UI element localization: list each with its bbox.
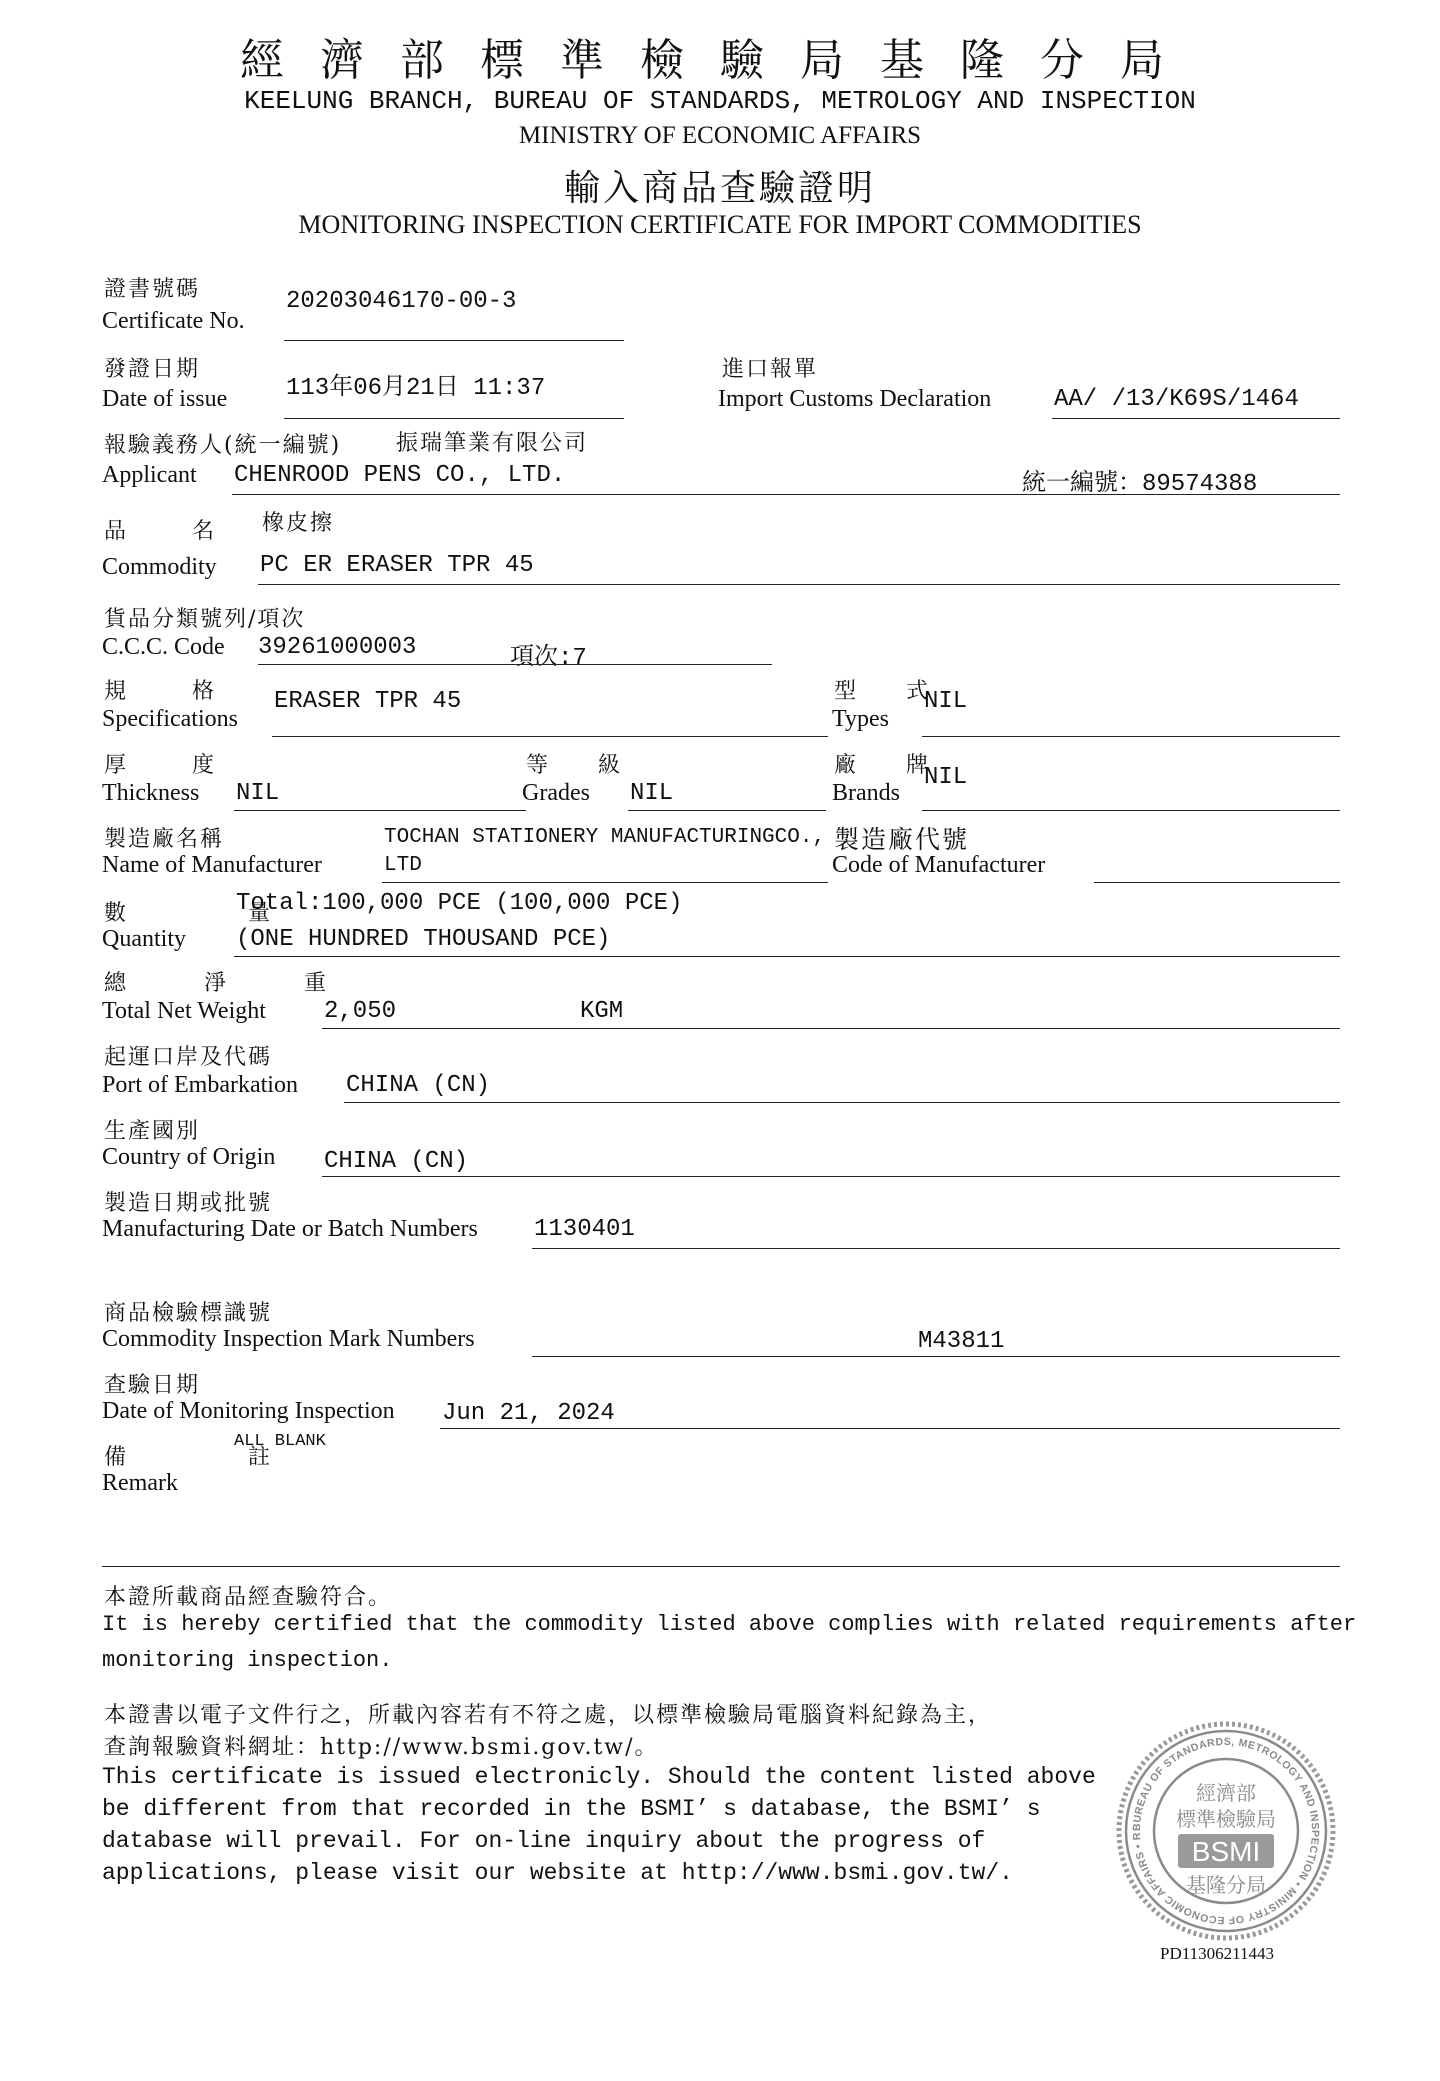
quantity-value-line2: (ONE HUNDRED THOUSAND PCE) <box>236 926 611 953</box>
batch-label-en: Manufacturing Date or Batch Numbers <box>102 1216 478 1242</box>
document-code: PD11306211443 <box>1160 1944 1274 1963</box>
issue-date-value: 113年06月21日 11:37 <box>286 375 546 402</box>
seal-line4: 基隆分局 <box>1186 1873 1266 1897</box>
certificate-title-en: MONITORING INSPECTION CERTIFICATE FOR IMPORT COMMODITIES <box>298 210 1142 239</box>
quantity-label-zh: 數 量 <box>104 901 321 926</box>
mark-label-en: Commodity Inspection Mark Numbers <box>102 1326 475 1352</box>
issue-date-underline <box>284 418 624 419</box>
thickness-label-en: Thickness <box>102 780 200 806</box>
grades-underline <box>628 810 826 811</box>
brands-value: NIL <box>924 764 968 791</box>
weight-label-zh: 總 淨 重 <box>104 971 355 996</box>
bsmi-seal <box>1115 1720 1337 1942</box>
manufacturer-name-line1: TOCHAN STATIONERY MANUFACTURINGCO., <box>384 826 826 849</box>
quantity-underline <box>234 956 1340 957</box>
thickness-underline <box>234 810 526 811</box>
notice-en-line1: This certificate is issued electronicly. Should the content listed above <box>102 1764 1096 1790</box>
commodity-name-en: PC ER ERASER TPR 45 <box>260 552 534 579</box>
cert-no-underline <box>284 340 624 341</box>
weight-unit: KGM <box>580 998 624 1025</box>
customs-label-en: Import Customs Declaration <box>718 386 992 412</box>
cert-no-value: 20203046170-00-3 <box>286 288 517 315</box>
thickness-value: NIL <box>236 780 280 807</box>
ccc-label-en: C.C.C. Code <box>102 634 225 660</box>
applicant-name-zh: 振瑞筆業有限公司 <box>396 431 589 456</box>
commodity-underline <box>258 584 1340 585</box>
commodity-label-zh: 品 名 <box>104 519 237 544</box>
customs-declaration-value: AA/ /13/K69S/1464 <box>1054 386 1299 413</box>
manufacturer-label-en: Name of Manufacturer <box>102 852 322 878</box>
brands-label-zh: 廠 牌 <box>834 753 943 778</box>
notice-zh-line1: 本證書以電子文件行之，所載內容若有不符之處，以標準檢驗局電腦資料紀錄為主， <box>104 1703 993 1728</box>
ccc-item-value: 項次:7 <box>510 645 587 672</box>
notice-zh-line2: 查詢報驗資料網址：http://www.bsmi.gov.tw/。 <box>104 1735 659 1760</box>
brands-underline <box>922 810 1340 811</box>
batch-value: 1130401 <box>534 1216 635 1243</box>
notice-en-line3: database will prevail. For on-line inquiry about the progress of <box>102 1828 986 1854</box>
remark-value: ALL BLANK <box>234 1432 326 1451</box>
issue-date-label-en: Date of issue <box>102 386 228 412</box>
weight-label-en: Total Net Weight <box>102 998 266 1024</box>
remark-separator <box>102 1566 1340 1567</box>
seal-line1: 經濟部 <box>1196 1781 1256 1805</box>
spec-underline <box>272 736 828 737</box>
mark-value: M43811 <box>918 1328 1005 1355</box>
notice-en-line2: be different from that recorded in the BSMI’ s database, the BSMI’ s <box>102 1796 1041 1822</box>
manufacturer-underline <box>382 882 828 883</box>
notice-en-line4: applications, please visit our website at http://www.bsmi.gov.tw/. <box>102 1860 1013 1886</box>
port-value: CHINA (CN) <box>346 1072 491 1099</box>
types-label-zh: 型 式 <box>834 679 943 704</box>
agency-name-zh: 經濟部標準檢驗局基隆分局 <box>240 35 1200 86</box>
commodity-label-en: Commodity <box>102 554 217 580</box>
issue-date-label-zh: 發證日期 <box>104 357 201 382</box>
inspect-date-label-en: Date of Monitoring Inspection <box>102 1398 395 1424</box>
customs-underline <box>1052 418 1340 419</box>
mark-label-zh: 商品檢驗標識號 <box>104 1301 273 1326</box>
types-value: NIL <box>924 688 968 715</box>
certification-text-en-line1: It is hereby certified that the commodity listed above complies with related requirements after <box>102 1612 1357 1637</box>
quantity-label-en: Quantity <box>102 926 186 952</box>
quantity-value-line1: Total:100,000 PCE (100,000 PCE) <box>236 890 683 917</box>
origin-value: CHINA (CN) <box>324 1148 469 1175</box>
mfr-code-underline <box>1094 882 1340 883</box>
origin-underline <box>322 1176 1340 1177</box>
inspect-date-value: Jun 21, 2024 <box>442 1400 615 1427</box>
cert-no-label-en: Certificate No. <box>102 308 245 334</box>
applicant-name-en: CHENROOD PENS CO., LTD. <box>234 462 566 489</box>
seal-line2: 標準檢驗局 <box>1176 1807 1276 1831</box>
uniform-number: 統一編號：89574388 <box>1022 471 1258 498</box>
spec-value: ERASER TPR 45 <box>274 688 462 715</box>
batch-label-zh: 製造日期或批號 <box>104 1191 273 1216</box>
grades-label-zh: 等 級 <box>526 753 635 778</box>
weight-value: 2,050 <box>324 998 397 1025</box>
applicant-underline <box>232 494 1340 495</box>
remark-label-zh: 備 註 <box>104 1445 321 1470</box>
weight-underline <box>322 1028 1340 1029</box>
batch-underline <box>532 1248 1340 1249</box>
mfr-code-label-en: Code of Manufacturer <box>832 852 1046 878</box>
types-underline <box>922 736 1340 737</box>
applicant-label-en: Applicant <box>102 462 197 488</box>
inspect-date-label-zh: 查驗日期 <box>104 1373 201 1398</box>
port-label-zh: 起運口岸及代碼 <box>104 1045 273 1070</box>
remark-label-en: Remark <box>102 1470 178 1496</box>
inspect-date-underline <box>440 1428 1340 1429</box>
grades-label-en: Grades <box>522 780 590 806</box>
types-label-en: Types <box>832 706 889 732</box>
seal-line3: BSMI <box>1191 1836 1261 1867</box>
origin-label-zh: 生產國別 <box>104 1119 201 1144</box>
spec-label-en: Specifications <box>102 706 238 732</box>
port-underline <box>344 1102 1340 1103</box>
cert-no-label-zh: 證書號碼 <box>104 277 201 302</box>
mark-underline <box>532 1356 1340 1357</box>
ccc-label-zh: 貨品分類號列/項次 <box>104 607 306 632</box>
manufacturer-label-zh: 製造廠名稱 <box>104 827 225 852</box>
ccc-code-value: 39261000003 <box>258 634 417 661</box>
commodity-name-zh: 橡皮擦 <box>262 511 335 536</box>
origin-label-en: Country of Origin <box>102 1144 276 1170</box>
applicant-label-zh: 報驗義務人(統一編號) <box>104 433 342 458</box>
certification-text-en-line2: monitoring inspection. <box>102 1648 393 1673</box>
ministry-name: MINISTRY OF ECONOMIC AFFAIRS <box>518 122 922 149</box>
thickness-label-zh: 厚 度 <box>104 753 237 778</box>
certification-text-zh: 本證所載商品經查驗符合。 <box>104 1585 393 1610</box>
customs-label-zh: 進口報單 <box>722 357 819 382</box>
bsmi-seal-graphic <box>1115 1720 1337 1942</box>
certificate-title-zh: 輸入商品查驗證明 <box>563 168 876 209</box>
seal-ring-text: BUREAU OF STANDARDS, METROLOGY AND INSPECTION • MINISTRY OF ECONOMIC AFFAIRS • R <box>1130 1735 1322 1927</box>
grades-value: NIL <box>630 780 674 807</box>
brands-label-en: Brands <box>832 780 900 806</box>
ccc-underline <box>258 664 772 665</box>
mfr-code-label-zh: 製造廠代號 <box>834 825 970 854</box>
port-label-en: Port of Embarkation <box>102 1072 298 1098</box>
manufacturer-name-line2: LTD <box>384 854 422 877</box>
spec-label-zh: 規 格 <box>104 679 237 704</box>
agency-name-en: KEELUNG BRANCH, BUREAU OF STANDARDS, METROLOGY AND INSPECTION <box>244 86 1196 116</box>
